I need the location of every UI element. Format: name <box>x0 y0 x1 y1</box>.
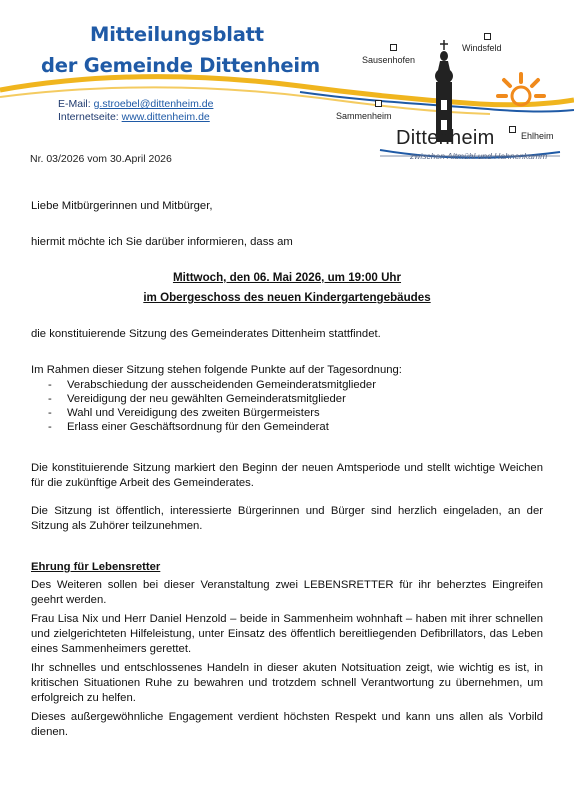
agenda-item: - Erlass einer Geschäftsordnung für den Gemeinderat <box>31 420 376 434</box>
place-sausenhofen: Sausenhofen <box>362 55 416 65</box>
paragraph-term-start: Die konstituierende Sitzung markiert den Beginn der neuen Amtsperiode und stellt wichtige Weichen für die zukünftige Arbeit des Gemeinderates. <box>31 462 543 489</box>
place-ehlheim: Ehlheim <box>521 131 554 141</box>
section-paragraph-2: Frau Lisa Nix und Herr Daniel Henzold – beide in Sammenheim wohnhaft – haben mit ihrer schnellen und zielgerichteten Hilfeleistung, unter Einsatz des öffentlich bereitliegenden Defibrillators, das Leben eines Sammenheimers gerettet. <box>31 613 543 655</box>
section-paragraph-1: Des Weiteren sollen bei dieser Veranstaltung zwei LEBENSRETTER für ihr beherztes Eingreifen geehrt werden. <box>31 579 543 606</box>
paragraph-public-session: Die Sitzung ist öffentlich, interessierte Bürgerinnen und Bürger sind herzlich eingeladen, an der Sitzung als Zuhörer teilzunehmen. <box>31 505 543 532</box>
agenda-item: - Verabschiedung der ausscheidenden Gemeinderatsmitglieder <box>31 378 376 392</box>
section-heading: Ehrung für Lebensretter <box>31 561 161 573</box>
meeting-location: im Obergeschoss des neuen Kindergartengebäudes <box>143 291 431 304</box>
greeting: Liebe Mitbürgerinnen und Mitbürger, <box>31 200 213 212</box>
section-paragraph-3: Ihr schnelles und entschlossenes Handeln in dieser akuten Notsituation zeigt, wie wichtig es ist, in kritischen Situationen Ruhe zu bewahren und trotzdem schnell Verantwortung zu übernehmen, um erfolgreich zu helfen. <box>31 662 543 704</box>
place-windsfeld: Windsfeld <box>462 43 502 53</box>
email-link[interactable]: g.stroebel@dittenheim.de <box>93 98 214 110</box>
section-paragraph-4: Dieses außergewöhnliche Engagement verdient höchsten Respekt und kann uns allen als Vorbild dienen. <box>31 711 543 738</box>
page-title-line2: der Gemeinde Dittenheim <box>41 54 321 77</box>
email-line <box>58 98 213 110</box>
agenda-intro: Im Rahmen dieser Sitzung stehen folgende Punkte auf der Tagesordnung: <box>31 364 402 376</box>
town-tagline: zwischen Altmühl und Hahnenkamm <box>410 151 548 161</box>
town-name: Dittenheim <box>396 127 495 149</box>
agenda-item: - Wahl und Vereidigung des zweiten Bürgermeisters <box>31 406 376 420</box>
place-sammenheim: Sammenheim <box>336 111 392 121</box>
website-label: Internetseite: <box>58 111 119 123</box>
intro-text: hiermit möchte ich Sie darüber informieren, dass am <box>31 236 293 248</box>
website-line <box>58 111 210 123</box>
agenda-item: - Vereidigung der neu gewählten Gemeinderatsmitglieder <box>31 392 376 406</box>
place-marker-ehlheim <box>509 126 516 133</box>
place-marker-windsfeld <box>484 33 491 40</box>
place-marker-sausenhofen <box>390 44 397 51</box>
page-title-line1: Mitteilungsblatt <box>90 23 264 46</box>
meeting-date: Mittwoch, den 06. Mai 2026, um 19:00 Uhr <box>172 271 402 284</box>
issue-number: Nr. 03/2026 vom 30.April 2026 <box>30 153 172 165</box>
email-label: E-Mail: <box>58 98 91 110</box>
agenda-list <box>31 378 376 434</box>
sun-logo-icon <box>494 72 548 116</box>
purpose-text: die konstituierende Sitzung des Gemeinderates Dittenheim stattfindet. <box>31 328 381 340</box>
place-marker-sammenheim <box>375 100 382 107</box>
website-link[interactable]: www.dittenheim.de <box>121 111 210 123</box>
